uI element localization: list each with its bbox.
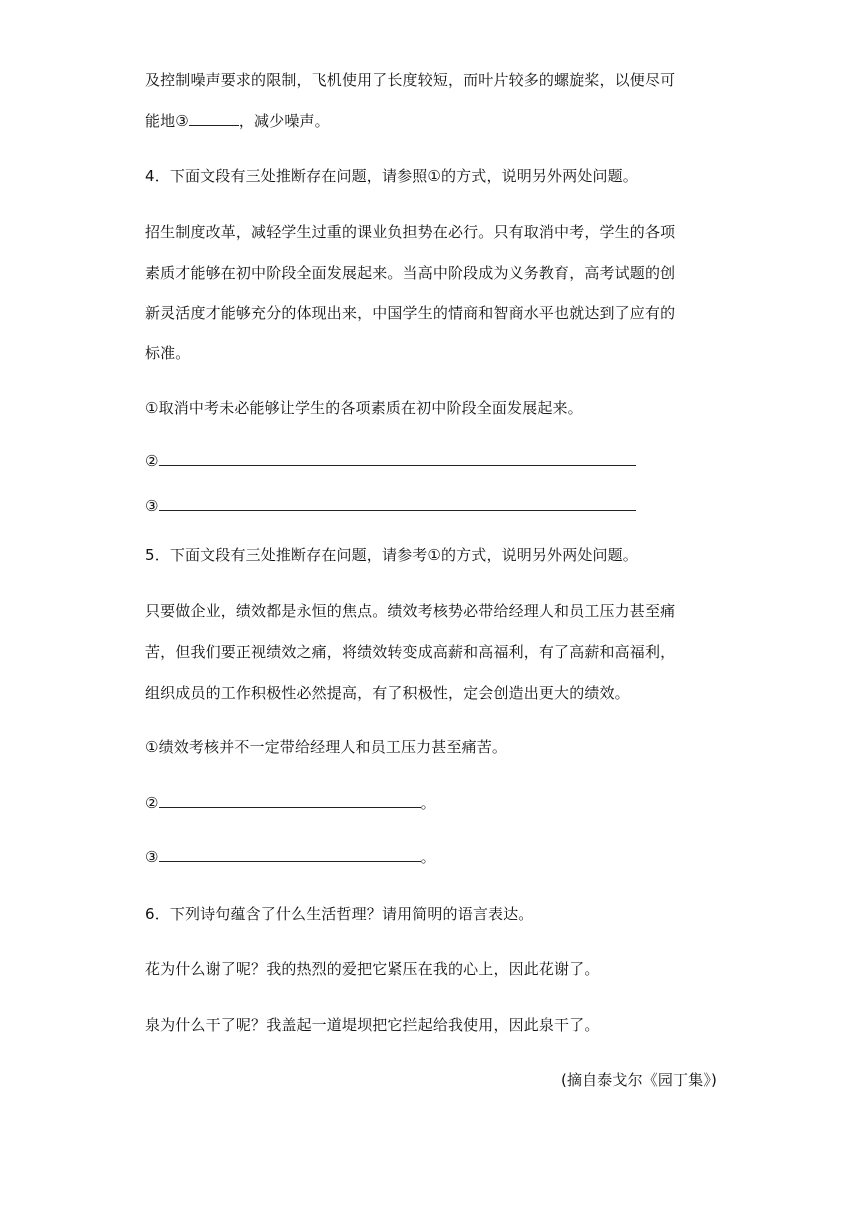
q5-answer-blank-2[interactable] [159, 793, 421, 808]
q4-passage-line-2: 素质才能够在初中阶段全面发展起来。当高中阶段成为义务教育，高考试题的创 [145, 264, 676, 282]
q5-passage-line-3: 组织成员的工作积极性必然提高，有了积极性，定会创造出更大的绩效。 [145, 684, 630, 702]
q4-answer-blank-2[interactable] [159, 451, 636, 466]
q4-passage-line-1: 招生制度改革，减轻学生过重的课业负担势在必行。只有取消中考，学生的各项 [145, 223, 676, 241]
q5-example-answer: ①绩效考核并不一定带给经理人和员工压力甚至痛苦。 [145, 738, 508, 756]
q4-question: 4．下面文段有三处推断存在问题，请参照①的方式，说明另外两处问题。 [145, 167, 638, 185]
q3-text-line-2 [145, 111, 720, 131]
q4-answer-line-2 [145, 451, 720, 471]
q3-line2-suffix: ，减少噪声。 [238, 112, 330, 130]
q4-blank3-marker: ③ [145, 497, 159, 515]
q5-answer-line-3 [145, 847, 720, 867]
q4-passage-line-4: 标准。 [145, 344, 191, 362]
q5-blank3-end: 。 [420, 848, 436, 866]
q5-answer-line-2 [145, 793, 720, 813]
q6-poem-line-2: 泉为什么干了呢？我盖起一道堤坝把它拦起给我使用，因此泉干了。 [145, 1016, 600, 1034]
q3-text-line-1: 及控制噪声要求的限制，飞机使用了长度较短，而叶片较多的螺旋桨，以便尽可 [145, 71, 676, 89]
q6-source-citation: (摘自泰戈尔《园丁集》) [560, 1071, 717, 1089]
q4-blank2-marker: ② [145, 452, 159, 470]
q5-passage-line-1: 只要做企业，绩效都是永恒的焦点。绩效考核势必带给经理人和员工压力甚至痛 [145, 602, 676, 620]
q4-answer-blank-3[interactable] [159, 496, 636, 511]
q5-passage-line-2: 苦，但我们要正视绩效之痛，将绩效转变成高薪和高福利，有了高薪和高福利， [145, 643, 676, 661]
q5-blank2-end: 。 [420, 794, 436, 812]
q4-answer-line-3 [145, 496, 720, 516]
q6-question: 6．下列诗句蕴含了什么生活哲理？请用简明的语言表达。 [145, 905, 534, 923]
q3-answer-blank-3[interactable] [189, 111, 239, 126]
q4-example-answer: ①取消中考未必能够让学生的各项素质在初中阶段全面发展起来。 [145, 399, 583, 417]
q5-blank3-marker: ③ [145, 848, 159, 866]
q5-answer-blank-3[interactable] [159, 847, 421, 862]
q4-passage-line-3: 新灵活度才能够充分的体现出来，中国学生的情商和智商水平也就达到了应有的 [145, 304, 676, 322]
q3-line2-prefix: 能地③ [145, 112, 189, 130]
q5-question: 5．下面文段有三处推断存在问题，请参考①的方式，说明另外两处问题。 [145, 546, 638, 564]
q5-blank2-marker: ② [145, 794, 159, 812]
q6-poem-line-1: 花为什么谢了呢？我的热烈的爱把它紧压在我的心上，因此花谢了。 [145, 960, 600, 978]
